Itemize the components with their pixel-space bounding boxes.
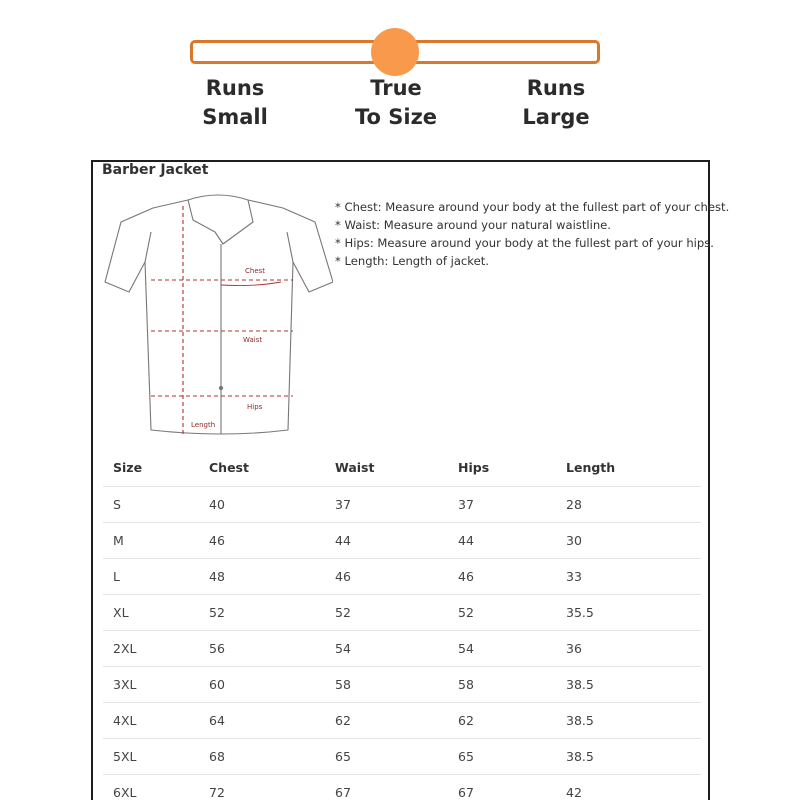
- table-cell: 54: [325, 630, 448, 666]
- table-row: [103, 522, 701, 558]
- table-cell: 2XL: [103, 630, 199, 666]
- table-cell: 36: [556, 630, 701, 666]
- table-cell: L: [103, 558, 199, 594]
- fit-label-true-to-size: [316, 74, 476, 132]
- table-cell: S: [103, 486, 199, 522]
- column-header-length: Length: [556, 450, 701, 486]
- table-cell: 44: [448, 522, 556, 558]
- table-row: [103, 666, 701, 702]
- note-item: * Waist: Measure around your natural waistline.: [335, 218, 611, 232]
- size-table: [103, 450, 701, 800]
- table-row: [103, 558, 701, 594]
- table-cell: 38.5: [556, 738, 701, 774]
- fit-label-line: Runs: [205, 76, 265, 100]
- table-cell: 56: [199, 630, 325, 666]
- table-cell: 52: [199, 594, 325, 630]
- table-cell: 48: [199, 558, 325, 594]
- table-cell: 6XL: [103, 774, 199, 800]
- table-cell: 46: [199, 522, 325, 558]
- shirt-outline: [105, 200, 333, 434]
- table-cell: 35.5: [556, 594, 701, 630]
- fit-label-runs-large: [476, 74, 636, 132]
- fit-label-line: Large: [522, 105, 590, 129]
- table-cell: 46: [448, 558, 556, 594]
- table-cell: 52: [448, 594, 556, 630]
- fit-label-line: Runs: [526, 76, 586, 100]
- table-cell: 64: [199, 702, 325, 738]
- table-row: [103, 702, 701, 738]
- table-cell: 62: [325, 702, 448, 738]
- chart-title: Barber Jacket: [102, 162, 209, 178]
- table-cell: 30: [556, 522, 701, 558]
- note-item: * Length: Length of jacket.: [335, 254, 489, 268]
- table-cell: 44: [325, 522, 448, 558]
- fit-label-line: True: [370, 76, 422, 100]
- chest-diagram-label: Chest: [245, 267, 266, 275]
- shirt-diagram: [103, 192, 333, 442]
- column-header-hips: Hips: [448, 450, 556, 486]
- note-item: * Hips: Measure around your body at the fullest part of your hips.: [335, 236, 714, 250]
- table-cell: 37: [448, 486, 556, 522]
- table-cell: 60: [199, 666, 325, 702]
- table-cell: 62: [448, 702, 556, 738]
- table-cell: 42: [556, 774, 701, 800]
- fit-label-line: Small: [202, 105, 268, 129]
- table-cell: 68: [199, 738, 325, 774]
- table-cell: 4XL: [103, 702, 199, 738]
- shirt-collar: [188, 195, 253, 244]
- table-cell: 46: [325, 558, 448, 594]
- table-cell: 5XL: [103, 738, 199, 774]
- fit-label-line: To Size: [354, 105, 438, 129]
- table-row: [103, 594, 701, 630]
- table-cell: 67: [448, 774, 556, 800]
- table-cell: 72: [199, 774, 325, 800]
- table-header-row: [103, 450, 701, 486]
- hips-diagram-label: Hips: [247, 403, 263, 411]
- table-cell: 67: [325, 774, 448, 800]
- fit-scale-knob: [371, 28, 419, 76]
- table-row: [103, 738, 701, 774]
- table-cell: 65: [325, 738, 448, 774]
- table-cell: 58: [325, 666, 448, 702]
- column-header-size: Size: [103, 450, 199, 486]
- table-row: [103, 486, 701, 522]
- note-item: * Chest: Measure around your body at the fullest part of your chest.: [335, 200, 730, 214]
- waist-diagram-label: Waist: [243, 336, 263, 344]
- table-cell: 52: [325, 594, 448, 630]
- table-cell: XL: [103, 594, 199, 630]
- length-diagram-label: Length: [191, 421, 216, 429]
- fit-label-runs-small: [155, 74, 315, 132]
- table-cell: 38.5: [556, 702, 701, 738]
- table-cell: 58: [448, 666, 556, 702]
- table-cell: 3XL: [103, 666, 199, 702]
- table-cell: 37: [325, 486, 448, 522]
- table-cell: 65: [448, 738, 556, 774]
- table-row: [103, 774, 701, 800]
- table-cell: 28: [556, 486, 701, 522]
- table-cell: 33: [556, 558, 701, 594]
- table-cell: M: [103, 522, 199, 558]
- column-header-chest: Chest: [199, 450, 325, 486]
- column-header-waist: Waist: [325, 450, 448, 486]
- size-chart: [91, 160, 730, 800]
- table-cell: 38.5: [556, 666, 701, 702]
- measurement-notes: [335, 198, 730, 270]
- table-cell: 54: [448, 630, 556, 666]
- table-cell: 40: [199, 486, 325, 522]
- table-row: [103, 630, 701, 666]
